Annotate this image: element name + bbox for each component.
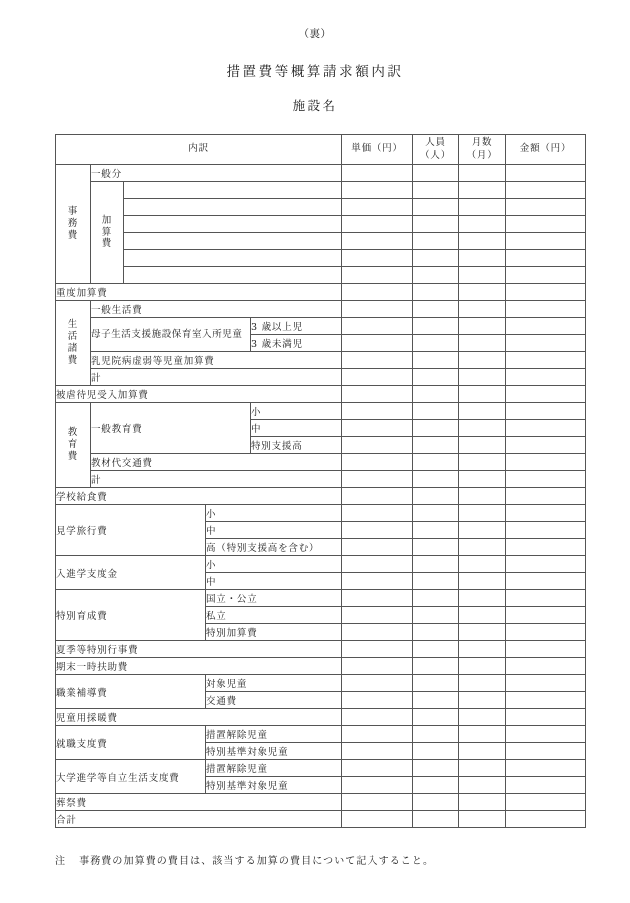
table-row [56,556,586,573]
row-label-additional-blank-4[interactable] [124,233,342,250]
cell-personnel[interactable] [413,556,459,573]
expense-breakdown-table [55,134,586,828]
row-label-additional-blank-1[interactable] [124,182,342,199]
cell-months[interactable] [459,233,506,250]
cell-unit-price[interactable] [342,709,413,726]
cell-unit-price[interactable] [342,658,413,675]
cell-personnel[interactable] [413,165,459,182]
cell-amount[interactable] [506,777,586,794]
cell-unit-price[interactable] [342,199,413,216]
vertical-label-char: 費 [67,229,79,241]
column-header-personnel-line1: 人員 [425,136,446,148]
cell-months[interactable] [459,624,506,641]
row-label-field-trip-junior: 中 [206,522,342,539]
table-row [56,182,586,199]
cell-personnel[interactable] [413,726,459,743]
row-label-employment-prep: 就職支度費 [56,726,206,760]
cell-personnel[interactable] [413,641,459,658]
table-row [56,403,586,420]
footer-note-mark: 注 [55,856,67,867]
cell-months[interactable] [459,352,506,369]
cell-amount[interactable] [506,760,586,777]
row-label-entrance-junior: 中 [206,573,342,590]
cell-months[interactable] [459,267,506,284]
cell-amount[interactable] [506,454,586,471]
cell-months[interactable] [459,471,506,488]
table-row [56,301,586,318]
cell-unit-price[interactable] [342,386,413,403]
cell-amount[interactable] [506,403,586,420]
row-label-university-prep: 大学進学等自立生活支度費 [56,760,206,794]
cell-months[interactable] [459,335,506,352]
column-header-personnel [413,135,459,165]
cell-months[interactable] [459,284,506,301]
cell-unit-price[interactable] [342,335,413,352]
cell-personnel[interactable] [413,267,459,284]
cell-amount[interactable] [506,318,586,335]
cell-amount[interactable] [506,641,586,658]
cell-personnel[interactable] [413,437,459,454]
row-label-employment-special: 特別基準対象児童 [206,743,342,760]
table-row [56,454,586,471]
cell-personnel[interactable] [413,777,459,794]
column-header-breakdown: 内訳 [56,135,342,165]
cell-amount[interactable] [506,522,586,539]
row-label-general-living: 一般生活費 [91,301,342,318]
table-row [56,216,586,233]
cell-unit-price[interactable] [342,556,413,573]
row-label-entrance-allowance: 入進学支度金 [56,556,206,590]
cell-amount[interactable] [506,437,586,454]
cell-amount[interactable] [506,352,586,369]
cell-unit-price[interactable] [342,318,413,335]
table-row [56,658,586,675]
row-label-additional-blank-5[interactable] [124,250,342,267]
cell-amount[interactable] [506,199,586,216]
row-label-severe-additional: 重度加算費 [56,284,342,301]
cell-amount[interactable] [506,284,586,301]
cell-unit-price[interactable] [342,165,413,182]
row-label-field-trip: 見学旅行費 [56,505,206,556]
row-label-living-subtotal: 計 [91,369,342,386]
cell-personnel[interactable] [413,182,459,199]
cell-unit-price[interactable] [342,420,413,437]
cell-months[interactable] [459,454,506,471]
cell-amount[interactable] [506,182,586,199]
cell-amount[interactable] [506,573,586,590]
cell-personnel[interactable] [413,352,459,369]
cell-months[interactable] [459,488,506,505]
cell-months[interactable] [459,420,506,437]
cell-unit-price[interactable] [342,284,413,301]
row-label-term-end-aid: 期末一時扶助費 [56,658,342,675]
row-label-education-subtotal: 計 [91,471,342,488]
cell-months[interactable] [459,777,506,794]
cell-months[interactable] [459,301,506,318]
cell-personnel[interactable] [413,743,459,760]
row-label-grand-total: 合計 [56,811,342,828]
table-row [56,726,586,743]
group-label-office-expense-c1 [56,206,90,242]
cell-unit-price[interactable] [342,573,413,590]
cell-personnel[interactable] [413,199,459,216]
cell-unit-price[interactable] [342,216,413,233]
cell-amount[interactable] [506,675,586,692]
cell-amount[interactable] [506,386,586,403]
table-row [56,471,586,488]
cell-unit-price[interactable] [342,743,413,760]
cell-months[interactable] [459,505,506,522]
cell-amount[interactable] [506,811,586,828]
column-header-months-line2: （月） [466,149,498,161]
row-label-special-support-high: 特別支援高 [251,437,342,454]
row-label-additional-blank-2[interactable] [124,199,342,216]
table-row [56,284,586,301]
cell-amount[interactable] [506,267,586,284]
cell-unit-price[interactable] [342,675,413,692]
row-label-funeral-expense: 葬祭費 [56,794,342,811]
row-label-university-special: 特別基準対象児童 [206,777,342,794]
side-mark: （裏） [298,28,332,40]
cell-personnel[interactable] [413,692,459,709]
cell-amount[interactable] [506,743,586,760]
row-label-school-lunch: 学校給食費 [56,488,342,505]
cell-personnel[interactable] [413,454,459,471]
cell-amount[interactable] [506,420,586,437]
vertical-label-char: 費 [67,354,79,366]
cell-months[interactable] [459,318,506,335]
cell-months[interactable] [459,369,506,386]
cell-months[interactable] [459,182,506,199]
cell-unit-price[interactable] [342,505,413,522]
cell-personnel[interactable] [413,811,459,828]
cell-unit-price[interactable] [342,233,413,250]
table-row [56,250,586,267]
cell-personnel[interactable] [413,488,459,505]
table-row [56,709,586,726]
cell-unit-price[interactable] [342,454,413,471]
cell-months[interactable] [459,573,506,590]
row-label-materials-transport: 教材代交通費 [91,454,342,471]
row-label-vocational-guidance: 職業補導費 [56,675,206,709]
cell-personnel[interactable] [413,573,459,590]
cell-unit-price[interactable] [342,777,413,794]
row-label-additional-blank-3[interactable] [124,216,342,233]
cell-months[interactable] [459,556,506,573]
cell-months[interactable] [459,250,506,267]
cell-personnel[interactable] [413,216,459,233]
cell-months[interactable] [459,675,506,692]
cell-unit-price[interactable] [342,182,413,199]
cell-personnel[interactable] [413,369,459,386]
cell-personnel[interactable] [413,675,459,692]
cell-personnel[interactable] [413,539,459,556]
table-row [56,267,586,284]
table-row [56,675,586,692]
cell-unit-price[interactable] [342,692,413,709]
cell-amount[interactable] [506,505,586,522]
cell-months[interactable] [459,199,506,216]
cell-unit-price[interactable] [342,726,413,743]
cell-amount[interactable] [506,369,586,386]
table-row [56,369,586,386]
cell-personnel[interactable] [413,301,459,318]
group-label-additional-expense [91,182,124,284]
cell-unit-price[interactable] [342,607,413,624]
cell-personnel[interactable] [413,794,459,811]
row-label-field-trip-elementary: 小 [206,505,342,522]
vertical-label-char: 事 [67,206,79,218]
cell-unit-price[interactable] [342,488,413,505]
row-label-private: 私立 [206,607,342,624]
table-row [56,352,586,369]
row-label-general-portion: 一般分 [91,165,342,182]
cell-amount[interactable] [506,335,586,352]
row-label-elementary: 小 [251,403,342,420]
cell-amount[interactable] [506,726,586,743]
row-label-junior-high: 中 [251,420,342,437]
table-row [56,199,586,216]
cell-months[interactable] [459,692,506,709]
cell-personnel[interactable] [413,403,459,420]
vertical-label-char: 教 [67,427,79,439]
vertical-label-char: 費 [67,450,79,462]
row-label-national-public: 国立・公立 [206,590,342,607]
cell-personnel[interactable] [413,318,459,335]
cell-months[interactable] [459,590,506,607]
vertical-label-char: 務 [67,218,79,230]
vertical-label-char: 算 [101,226,113,238]
cell-unit-price[interactable] [342,471,413,488]
row-label-transportation: 交通費 [206,692,342,709]
cell-months[interactable] [459,607,506,624]
row-label-age-under-3: 3 歳未満児 [251,335,342,352]
table-row [56,505,586,522]
cell-amount[interactable] [506,216,586,233]
cell-amount[interactable] [506,607,586,624]
table-row [56,165,586,182]
table-row [56,794,586,811]
cell-unit-price[interactable] [342,267,413,284]
vertical-label-char: 諸 [67,343,79,354]
footer-note [55,852,585,867]
page-title: 措置費等概算請求額内訳 [226,64,404,80]
vertical-label-char: 活 [67,331,79,343]
cell-unit-price[interactable] [342,641,413,658]
cell-months[interactable] [459,216,506,233]
column-header-months-line1: 月数 [471,136,493,148]
cell-unit-price[interactable] [342,369,413,386]
cell-months[interactable] [459,437,506,454]
cell-personnel[interactable] [413,607,459,624]
group-label-office-expense [56,165,91,284]
cell-amount[interactable] [506,624,586,641]
cell-personnel[interactable] [413,590,459,607]
row-label-university-released: 措置解除児童 [206,760,342,777]
cell-unit-price[interactable] [342,590,413,607]
row-label-employment-released: 措置解除児童 [206,726,342,743]
column-header-unit-price: 単価（円） [342,135,413,165]
cell-months[interactable] [459,743,506,760]
cell-amount[interactable] [506,692,586,709]
table-row [56,488,586,505]
cell-personnel[interactable] [413,522,459,539]
cell-months[interactable] [459,760,506,777]
column-header-months [459,135,506,165]
row-label-age-3-and-over: 3 歳以上児 [251,318,342,335]
cell-personnel[interactable] [413,250,459,267]
cell-months[interactable] [459,403,506,420]
group-label-education-expense-c1 [56,427,90,463]
row-label-child-heating: 児童用採暖費 [56,709,342,726]
table-row [56,760,586,777]
cell-unit-price[interactable] [342,352,413,369]
cell-personnel[interactable] [413,335,459,352]
table-row [56,641,586,658]
vertical-label-char: 生 [67,319,79,331]
row-label-general-education: 一般教育費 [91,403,251,454]
cell-amount[interactable] [506,556,586,573]
cell-amount[interactable] [506,539,586,556]
row-label-special-training: 特別育成費 [56,590,206,641]
row-label-entrance-elementary: 小 [206,556,342,573]
vertical-label-char: 育 [67,439,79,451]
cell-months[interactable] [459,165,506,182]
cell-months[interactable] [459,811,506,828]
cell-personnel[interactable] [413,284,459,301]
cell-unit-price[interactable] [342,539,413,556]
cell-amount[interactable] [506,488,586,505]
cell-amount[interactable] [506,250,586,267]
cell-personnel[interactable] [413,505,459,522]
cell-amount[interactable] [506,165,586,182]
cell-unit-price[interactable] [342,624,413,641]
table-row [56,386,586,403]
footer-note-text: 事務費の加算費の費目は、該当する加算の費目について記入すること。 [79,856,435,867]
row-label-field-trip-high: 高（特別支援高を含む） [206,539,342,556]
facility-name-label: 施設名 [292,98,338,113]
cell-personnel[interactable] [413,233,459,250]
cell-personnel[interactable] [413,386,459,403]
row-label-target-children: 対象児童 [206,675,342,692]
table-row [56,811,586,828]
cell-months[interactable] [459,641,506,658]
cell-unit-price[interactable] [342,250,413,267]
vertical-label-char: 加 [101,214,113,226]
cell-amount[interactable] [506,658,586,675]
row-label-mother-child-nursery: 母子生活支援施設保育室入所児童 [91,318,251,352]
row-label-special-addition: 特別加算費 [206,624,342,641]
cell-personnel[interactable] [413,624,459,641]
cell-unit-price[interactable] [342,760,413,777]
cell-personnel[interactable] [413,709,459,726]
cell-months[interactable] [459,726,506,743]
column-header-amount: 金額（円） [506,135,586,165]
group-label-living-expense [56,301,91,386]
group-label-living-expense-c1 [56,319,90,367]
cell-personnel[interactable] [413,658,459,675]
cell-amount[interactable] [506,471,586,488]
cell-months[interactable] [459,794,506,811]
cell-amount[interactable] [506,794,586,811]
cell-unit-price[interactable] [342,811,413,828]
cell-amount[interactable] [506,301,586,318]
cell-unit-price[interactable] [342,794,413,811]
cell-unit-price[interactable] [342,403,413,420]
row-label-summer-events: 夏季等特別行事費 [56,641,342,658]
row-label-abused-child-intake: 被虐待児受入加算費 [56,386,342,403]
cell-unit-price[interactable] [342,522,413,539]
cell-amount[interactable] [506,709,586,726]
cell-unit-price[interactable] [342,437,413,454]
cell-months[interactable] [459,539,506,556]
row-label-infant-home-sickly: 乳児院病虚弱等児童加算費 [91,352,342,369]
cell-personnel[interactable] [413,471,459,488]
cell-months[interactable] [459,522,506,539]
cell-unit-price[interactable] [342,301,413,318]
column-header-personnel-line2: （人） [420,149,451,161]
cell-months[interactable] [459,658,506,675]
cell-personnel[interactable] [413,760,459,777]
cell-amount[interactable] [506,233,586,250]
cell-amount[interactable] [506,590,586,607]
table-row [56,233,586,250]
table-row [56,590,586,607]
vertical-label-char: 費 [101,238,113,250]
table-header-row [56,135,586,165]
cell-months[interactable] [459,386,506,403]
row-label-additional-blank-6[interactable] [124,267,342,284]
cell-personnel[interactable] [413,420,459,437]
table-row [56,318,586,335]
cell-months[interactable] [459,709,506,726]
group-label-education-expense [56,403,91,488]
